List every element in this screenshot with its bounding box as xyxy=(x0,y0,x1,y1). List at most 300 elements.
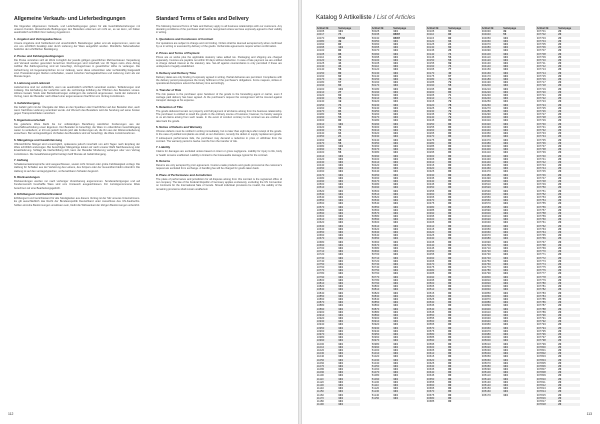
article-page: 19 xyxy=(338,100,342,104)
article-number: 30220 xyxy=(426,104,447,107)
article-page: 104 xyxy=(503,113,508,117)
article-page: 104 xyxy=(393,278,398,282)
article-table xyxy=(536,26,580,406)
article-number: 304860 xyxy=(481,295,502,298)
article-page: 104 xyxy=(338,272,343,276)
article-page: 20 xyxy=(557,186,580,189)
article-number: 304870 xyxy=(481,297,491,301)
article-number: 305140 xyxy=(481,384,502,387)
article-page: 20 xyxy=(557,129,580,132)
article-number: 50600 xyxy=(371,221,380,225)
article-number: 304600 xyxy=(481,212,502,215)
article-number: 304580 xyxy=(481,206,502,209)
article-number: 50530 xyxy=(371,199,392,202)
article-page: 104 xyxy=(392,384,415,387)
article-page: 20 xyxy=(557,104,580,107)
article-page: 80 xyxy=(448,144,452,148)
article-number: 304810 xyxy=(481,278,491,282)
article-page: 104 xyxy=(502,384,525,387)
article-number: 50450 xyxy=(371,174,392,177)
article-number: 10480 xyxy=(316,176,325,180)
article-page: 104 xyxy=(392,148,415,151)
article-number: 51140 xyxy=(371,393,380,397)
article-page: 80 xyxy=(447,276,470,279)
article-page: 104 xyxy=(392,142,415,145)
article-number: 50810 xyxy=(371,288,392,291)
article-number: 50610 xyxy=(371,225,392,228)
article-number: 307810 xyxy=(536,378,557,381)
article-page: 104 xyxy=(392,78,415,81)
article-number: 304470 xyxy=(481,170,491,174)
article-number: 30550 xyxy=(426,314,447,317)
article-number: 304880 xyxy=(481,301,502,304)
terms-section-title: 6. Mängelrüge und Gewährleistung xyxy=(14,138,63,143)
article-page: 78 xyxy=(447,104,470,107)
article-number: 10760 xyxy=(316,266,325,270)
article-number: 30115 xyxy=(426,36,435,40)
article-page: 104 xyxy=(393,42,398,46)
article-page: 80 xyxy=(448,227,452,231)
article-page: 104 xyxy=(502,320,525,323)
article-page: 56 xyxy=(337,142,360,145)
article-page: 104 xyxy=(393,368,398,372)
article-number: 304380 xyxy=(481,142,502,145)
article-page: 86 xyxy=(337,53,360,56)
article-page: 20 xyxy=(557,352,580,355)
article-page: 80 xyxy=(448,138,452,142)
article-page: 104 xyxy=(502,218,525,221)
article-page: 62 xyxy=(448,30,452,34)
article-page: 20 xyxy=(557,174,580,177)
article-number: 50750 xyxy=(371,269,392,272)
article-page: 88/87 xyxy=(392,33,415,36)
article-number: 11120 xyxy=(316,380,324,384)
article-page: 80 xyxy=(448,336,452,340)
article-page: 104 xyxy=(392,91,415,94)
article-number: 51050 xyxy=(371,365,392,368)
article-number: 307705 xyxy=(536,42,546,46)
article-page: 56 xyxy=(337,116,360,119)
article-number: 307800 xyxy=(536,346,557,349)
article-number: 30545 xyxy=(426,310,435,314)
article-number: 307715 xyxy=(536,74,546,78)
article-page: 74 xyxy=(337,104,360,107)
left-page-number: 112 xyxy=(8,412,14,416)
article-number: 30110 xyxy=(426,33,447,36)
article-page: 20 xyxy=(557,384,580,387)
article-number: 305030 xyxy=(481,348,491,352)
article-page: 20 xyxy=(557,365,580,368)
article-number: 50880 xyxy=(371,310,380,314)
article-page: 20 xyxy=(558,399,562,403)
article-number: 304900 xyxy=(481,308,502,311)
article-page: 82 xyxy=(338,42,342,46)
article-page: 82 xyxy=(448,36,452,40)
article-page: 80 xyxy=(448,195,452,199)
article-page: 104 xyxy=(503,329,508,333)
article-number: 305040 xyxy=(481,352,502,355)
article-page: 63 xyxy=(447,40,470,43)
article-page: 104 xyxy=(337,301,360,304)
article-number: 10400 xyxy=(316,151,325,155)
article-page: 20 xyxy=(557,257,580,260)
article-page: 80 xyxy=(447,384,470,387)
article-number: 30510 xyxy=(426,288,447,291)
article-page: 104 xyxy=(503,291,508,295)
article-number: 50740 xyxy=(371,266,380,270)
article-page: 104 xyxy=(503,310,508,314)
article-number: 50480 xyxy=(371,183,380,187)
article-page: 80 xyxy=(448,234,452,238)
article-number: 10450 xyxy=(316,167,337,170)
article-number: 304200 xyxy=(481,84,502,87)
article-number: 50260 xyxy=(371,113,380,117)
article-number: 30275 xyxy=(426,138,435,142)
article-number: 50520 xyxy=(371,195,380,199)
article-number: 307774 xyxy=(536,263,557,266)
article-page: 80 xyxy=(448,189,452,193)
article-page: 104 xyxy=(503,74,508,78)
article-number: 10510 xyxy=(316,186,337,189)
article-page: 104 xyxy=(337,403,360,406)
article-page: 104 xyxy=(337,206,360,209)
article-number: 10550 xyxy=(316,199,337,202)
article-page: 20 xyxy=(557,339,580,342)
article-number: 30525 xyxy=(426,297,435,301)
article-number: 307756 xyxy=(536,206,557,209)
article-number: 30180 xyxy=(426,78,447,81)
article-number: 10910 xyxy=(316,314,337,317)
article-number: 30560 xyxy=(426,320,447,323)
article-number: 50720 xyxy=(371,259,380,263)
article-page: 104 xyxy=(503,144,508,148)
article-number: 304720 xyxy=(481,250,502,253)
article-number: 304320 xyxy=(481,123,502,126)
article-page: 104 xyxy=(393,234,398,238)
article-page: 20 xyxy=(557,301,580,304)
article-number: 50930 xyxy=(371,327,392,330)
article-page: 20 xyxy=(558,355,562,359)
article-page: 80 xyxy=(447,129,470,132)
article-page: 20 xyxy=(557,225,580,228)
article-number: 304650 xyxy=(481,227,491,231)
article-page: 104 xyxy=(393,323,398,327)
article-number: 30190 xyxy=(426,84,447,87)
article-page: 80 xyxy=(448,361,452,365)
table-row xyxy=(536,403,580,406)
article-page: 104 xyxy=(503,355,508,359)
article-number: 307726 xyxy=(536,110,557,113)
article-page: 104 xyxy=(338,355,343,359)
article-number: 307747 xyxy=(536,176,546,180)
article-page: 56 xyxy=(447,59,470,62)
article-number: 30440 xyxy=(426,244,447,247)
article-page: 80 xyxy=(448,132,452,136)
article-page: 104 xyxy=(502,40,525,43)
article-number: 307761 xyxy=(536,221,546,225)
article-page: 104 xyxy=(392,72,415,75)
article-page: 104 xyxy=(392,371,415,374)
article-page: 104 xyxy=(392,161,415,164)
article-number: 30330 xyxy=(426,174,447,177)
article-page: 20 xyxy=(557,333,580,336)
article-page: 80 xyxy=(447,257,470,260)
article-number: 304240 xyxy=(481,97,502,100)
right-page-number: 113 xyxy=(586,412,592,416)
article-page: 104 xyxy=(392,333,415,336)
article-page: 80 xyxy=(448,246,452,250)
article-number: 304420 xyxy=(481,155,502,158)
article-number: 30395 xyxy=(426,215,435,219)
article-page: 104 xyxy=(502,199,525,202)
article-number: 30300 xyxy=(426,155,447,158)
article-number: 50870 xyxy=(371,308,392,311)
terms-english-column xyxy=(156,16,282,193)
terms-german-column xyxy=(14,16,140,209)
article-number: 11060 xyxy=(316,361,325,365)
article-page: 74 xyxy=(337,33,360,36)
article-page: 104 xyxy=(392,359,415,362)
article-number: 304340 xyxy=(481,129,502,132)
article-number: 50380 xyxy=(371,151,380,155)
article-page: 104 xyxy=(392,378,415,381)
article-number: 50095 xyxy=(371,55,380,59)
article-number: 10380 xyxy=(316,144,325,148)
article-page: 104 xyxy=(393,336,398,340)
article-number: 10960 xyxy=(316,329,325,333)
article-number: 307728 xyxy=(536,116,557,119)
article-page: 104 xyxy=(502,53,525,56)
article-number: 50860 xyxy=(371,304,380,308)
article-number: 30235 xyxy=(426,113,435,117)
article-number: 307755 xyxy=(536,202,546,206)
article-page: 20 xyxy=(557,33,580,36)
article-page: 20 xyxy=(558,68,562,72)
article-page: 20 xyxy=(558,49,562,53)
article-page: 104 xyxy=(503,297,508,301)
article-number: 50440 xyxy=(371,170,380,174)
article-page: 104 xyxy=(502,129,525,132)
article-number: 10770 xyxy=(316,269,337,272)
article-page: 20 xyxy=(558,393,562,397)
article-number: 50780 xyxy=(371,278,380,282)
article-number: 304480 xyxy=(481,174,502,177)
article-page: 79 xyxy=(448,113,452,117)
article-number: 307734 xyxy=(536,135,557,138)
article-page: 104 xyxy=(392,365,415,368)
article-number: 307769 xyxy=(536,246,546,250)
terms-paragraph: Our quotations are subject to change and not binding. Orders shall be deemed accepted only when confirmed by us in writing or executed by delivery of the goods. Verbal side agreements require written confirmation. xyxy=(156,42,282,49)
article-number: 50620 xyxy=(371,227,380,231)
article-number: 304710 xyxy=(481,246,491,250)
article-page: 20 xyxy=(558,246,562,250)
article-page: 104 xyxy=(392,346,415,349)
article-number: 50040 xyxy=(371,36,380,40)
article-page: 80 xyxy=(448,266,452,270)
article-page: 20 xyxy=(558,234,562,238)
terms-section-title: 5. Eigentumsvorbehalt xyxy=(14,117,46,122)
article-number: 307775 xyxy=(536,266,546,270)
article-page: 104 xyxy=(338,202,343,206)
article-page: 104 xyxy=(502,84,525,87)
article-page: 104 xyxy=(393,202,398,206)
article-number: 10790 xyxy=(316,276,337,279)
article-number: 304460 xyxy=(481,167,502,170)
article-number: 305060 xyxy=(481,359,502,362)
article-page: 104 xyxy=(392,320,415,323)
terms-paragraph: The place of performance and jurisdiction for all disputes arising from this contract is the registered office of our company. The law of the Federal Republic of Germany applies exclusively, excluding the UN Convention on Contracts for the International Sale of Goods. Should individual provisions be invalid, the validity of the remaining provisions shall remain unaffected. xyxy=(156,178,282,191)
article-number: 305050 xyxy=(481,355,491,359)
article-page: 80 xyxy=(447,174,470,177)
article-page: 20 xyxy=(557,155,580,158)
article-page: 104 xyxy=(393,240,398,244)
article-number: 50150 xyxy=(371,78,392,81)
article-number: 30645 xyxy=(426,374,435,378)
article-number: 304400 xyxy=(481,148,502,151)
article-page: 104 xyxy=(393,272,398,276)
article-page: 104 xyxy=(502,186,525,189)
terms-section-title: 9. Place of Performance and Jurisdiction xyxy=(156,173,212,177)
article-number: 50640 xyxy=(371,234,380,238)
article-number: 304330 xyxy=(481,125,491,129)
article-page: 20 xyxy=(557,327,580,330)
article-page: 104 xyxy=(502,110,525,113)
article-number: 307814 xyxy=(536,390,557,393)
article-number: 304960 xyxy=(481,327,502,330)
article-number: 10130 xyxy=(316,65,337,68)
article-number: 307706 xyxy=(536,46,557,49)
article-number: 30500 xyxy=(426,282,447,285)
article-number: 307787 xyxy=(536,304,546,308)
article-page: 104 xyxy=(393,393,398,397)
article-page: 80 xyxy=(447,135,470,138)
article-page: 104 xyxy=(337,295,360,298)
article-page: 104 xyxy=(502,206,525,209)
article-page: 104 xyxy=(393,329,398,333)
article-number: 10320 xyxy=(316,125,325,129)
article-page: 104 xyxy=(503,342,508,346)
article-page: 82 xyxy=(338,119,342,123)
article-number: 307739 xyxy=(536,151,546,155)
article-number: 307816 xyxy=(536,397,557,400)
article-number: 50270 xyxy=(371,116,392,119)
article-page: 80 xyxy=(447,308,470,311)
article-number: 50430 xyxy=(371,167,392,170)
article-page: 80 xyxy=(448,380,452,384)
article-page: 104 xyxy=(393,227,398,231)
header-page: Seite/page xyxy=(392,26,415,30)
article-number: 30425 xyxy=(426,234,435,238)
article-page: 98 xyxy=(338,138,342,142)
article-number: 304150 xyxy=(481,68,491,72)
article-page: 104 xyxy=(503,246,508,250)
article-number: 30670 xyxy=(426,390,447,393)
article-number: 307807 xyxy=(536,368,546,372)
article-number: 304210 xyxy=(481,87,491,91)
article-number: 304270 xyxy=(481,106,491,110)
article-number: 10930 xyxy=(316,320,337,323)
article-page: 104 xyxy=(503,170,508,174)
article-number: 307767 xyxy=(536,240,546,244)
article-page: 60 xyxy=(447,46,470,49)
article-number: 50580 xyxy=(371,215,380,219)
terms-section-title: 5. Retention of Title xyxy=(156,105,183,109)
article-page: 20 xyxy=(557,403,580,406)
article-page: 20 xyxy=(558,202,562,206)
article-number: 50590 xyxy=(371,218,392,221)
terms-paragraph: The following General Terms of Sale and Delivery apply to all business relationships with our customers. Any deviating conditions of the purchaser shall not be recognised unless we have expressly agreed to their validity in writing. xyxy=(156,25,283,35)
article-number: 304090 xyxy=(481,49,491,53)
article-number: 10640 xyxy=(316,227,325,231)
article-page: 56 xyxy=(338,68,342,72)
article-number: 50920 xyxy=(371,323,380,327)
article-page: 80 xyxy=(447,186,470,189)
article-page: 104 xyxy=(502,314,525,317)
article-number: 30365 xyxy=(426,195,435,199)
article-page: 104 xyxy=(338,387,343,391)
article-number: 50840 xyxy=(371,297,380,301)
article-number: 304190 xyxy=(481,81,491,85)
article-page: 104 xyxy=(338,304,343,308)
article-page: 20 xyxy=(557,199,580,202)
article-number: 50130 xyxy=(371,72,392,75)
catalog-title-german: Katalog 9 Artikelliste xyxy=(316,14,372,21)
article-page: 104 xyxy=(392,225,415,228)
article-number: 304310 xyxy=(481,119,491,123)
article-page: 80 xyxy=(448,387,452,391)
article-table xyxy=(426,26,470,403)
article-number: 11110 xyxy=(316,378,337,381)
article-page: 104 xyxy=(337,365,360,368)
article-page: 80 xyxy=(448,342,452,346)
article-page: 56 xyxy=(337,148,360,151)
article-page: 82 xyxy=(338,49,342,53)
article-page: 34 xyxy=(337,65,360,68)
article-number: 307719 xyxy=(536,87,546,91)
article-number: 30280 xyxy=(426,142,447,145)
article-page: 104 xyxy=(502,225,525,228)
article-number: 50770 xyxy=(371,276,392,279)
article-number: 50670 xyxy=(371,244,392,247)
article-page: 19 xyxy=(337,78,360,81)
table-row xyxy=(481,394,525,397)
terms-german-heading: Allgemeine Verkaufs- und Lieferbedingungen xyxy=(14,16,126,22)
article-number: 30165 xyxy=(426,68,435,72)
article-page: 104 xyxy=(503,119,508,123)
article-number: 307717 xyxy=(536,81,546,85)
article-page: 104 xyxy=(503,317,508,321)
article-number: 11070 xyxy=(316,365,337,368)
article-page: 104 xyxy=(502,250,525,253)
article-number: 10500 xyxy=(316,183,325,187)
article-page: 20 xyxy=(558,348,562,352)
article-number: 307777 xyxy=(536,272,546,276)
article-page: 20 xyxy=(558,266,562,270)
article-number: 50050 xyxy=(371,40,392,43)
article-number: 304550 xyxy=(481,195,491,199)
article-page: 104 xyxy=(338,317,343,321)
article-number: 50710 xyxy=(371,257,392,260)
article-page: 26 xyxy=(448,49,452,53)
article-number: 50330 xyxy=(371,135,392,138)
article-number: 10780 xyxy=(316,272,325,276)
article-page: 104 xyxy=(392,314,415,317)
article-number: 10710 xyxy=(316,250,337,253)
terms-section-title: 3. Delivery and Delivery Time xyxy=(156,71,196,75)
article-number: 30520 xyxy=(426,295,447,298)
article-page: 104 xyxy=(337,263,360,266)
article-page: 104 xyxy=(503,361,508,365)
